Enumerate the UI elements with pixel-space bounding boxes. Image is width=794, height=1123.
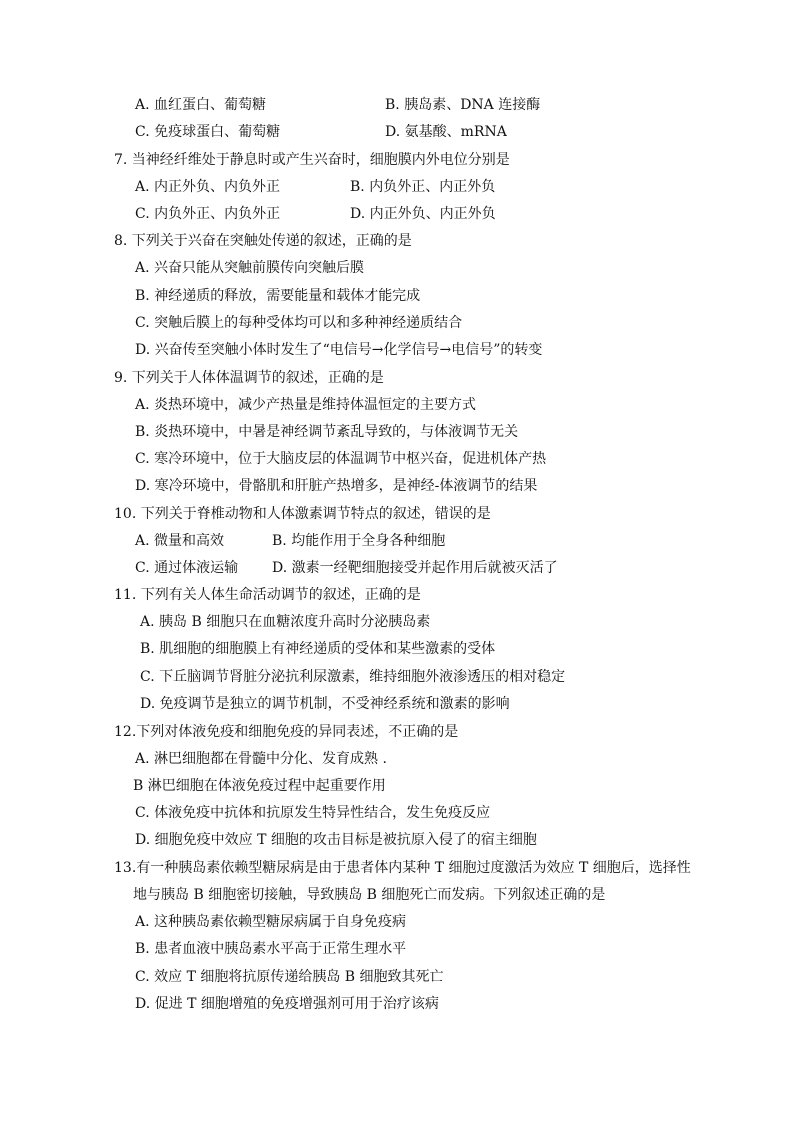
- q12-stem: 12.下列对体液免疫和细胞免疫的异同表述，不正确的是: [114, 724, 459, 740]
- q7-option-a: A. 内正外负、内负外正: [135, 179, 281, 195]
- q13-option-c: C. 效应 T 细胞将抗原传递给胰岛 B 细胞致其死亡: [135, 969, 444, 985]
- q12-option-c: C. 体液免疫中抗体和抗原发生特异性结合，发生免疫反应: [135, 805, 491, 821]
- q11-option-d: D. 免疫调节是独立的调节机制，不受神经系统和激素的影响: [140, 696, 510, 712]
- q13-option-b: B. 患者血液中胰岛素水平高于正常生理水平: [135, 941, 407, 957]
- q7-option-c: C. 内负外正、内负外正: [135, 206, 281, 222]
- q7-option-b: B. 内负外正、内正外负: [350, 179, 496, 195]
- q12-option-b: B 淋巴细胞在体液免疫过程中起重要作用: [133, 778, 386, 794]
- q13-option-a: A. 这种胰岛素依赖型糖尿病属于自身免疫病: [135, 914, 407, 930]
- q10-option-b: B. 均能作用于全身各种细胞: [272, 533, 446, 549]
- q11-stem: 11. 下列有关人体生命活动调节的叙述，正确的是: [114, 587, 421, 603]
- q11-option-c: C. 下丘脑调节肾脏分泌抗利尿激素，维持细胞外液渗透压的相对稳定: [140, 669, 566, 685]
- q12-option-d: D. 细胞免疫中效应 T 细胞的攻击目标是被抗原入侵了的宿主细胞: [135, 832, 537, 848]
- q8-stem: 8. 下列关于兴奋在突触处传递的叙述，正确的是: [114, 233, 412, 249]
- q10-option-c: C. 通过体液运输: [135, 560, 239, 576]
- q6-option-d: D. 氨基酸、mRNA: [385, 124, 507, 140]
- q7-option-d: D. 内正外负、内正外负: [350, 206, 496, 222]
- q8-option-c: C. 突触后膜上的每种受体均可以和多种神经递质结合: [135, 315, 463, 331]
- q8-option-d: D. 兴奋传至突触小体时发生了“电信号→化学信号→电信号”的转变: [135, 342, 543, 358]
- q10-stem: 10. 下列关于脊椎动物和人体激素调节特点的叙述，错误的是: [114, 506, 491, 522]
- q8-option-b: B. 神经递质的释放，需要能量和载体才能完成: [135, 288, 421, 304]
- q10-option-d: D. 激素一经靶细胞接受并起作用后就被灭活了: [272, 560, 558, 576]
- q13-option-d: D. 促进 T 细胞增殖的免疫增强剂可用于治疗该病: [135, 996, 439, 1012]
- q9-stem: 9. 下列关于人体体温调节的叙述，正确的是: [114, 370, 384, 386]
- q11-option-a: A. 胰岛 B 细胞只在血糖浓度升高时分泌胰岛素: [140, 614, 431, 630]
- q6-option-b: B. 胰岛素、DNA 连接酶: [385, 97, 541, 113]
- q9-option-b: B. 炎热环境中，中暑是神经调节紊乱导致的，与体液调节无关: [135, 424, 519, 440]
- q12-option-a: A. 淋巴细胞都在骨髓中分化、发育成熟 .: [135, 751, 387, 767]
- q13-stem-line-1: 13.有一种胰岛素依赖型糖尿病是由于患者体内某种 T 细胞过度激活为效应 T 细胞后，选择性: [114, 860, 691, 876]
- q9-option-c: C. 寒冷环境中，位于大脑皮层的体温调节中枢兴奋，促进机体产热: [135, 451, 547, 467]
- q7-stem: 7. 当神经纤维处于静息时或产生兴奋时，细胞膜内外电位分别是: [114, 152, 510, 168]
- q10-option-a: A. 微量和高效: [135, 533, 225, 549]
- q6-option-a: A. 血红蛋白、葡萄糖: [135, 97, 267, 113]
- q11-option-b: B. 肌细胞的细胞膜上有神经递质的受体和某些激素的受体: [140, 641, 496, 657]
- q6-option-c: C. 免疫球蛋白、葡萄糖: [135, 124, 281, 140]
- q9-option-a: A. 炎热环境中，减少产热量是维持体温恒定的主要方式: [135, 397, 477, 413]
- q13-stem-line-2: 地与胰岛 B 细胞密切接触，导致胰岛 B 细胞死亡而发病。下列叙述正确的是: [133, 887, 606, 903]
- q9-option-d: D. 寒冷环境中，骨骼肌和肝脏产热增多，是神经-体液调节的结果: [135, 478, 538, 494]
- q8-option-a: A. 兴奋只能从突触前膜传向突触后膜: [135, 260, 365, 276]
